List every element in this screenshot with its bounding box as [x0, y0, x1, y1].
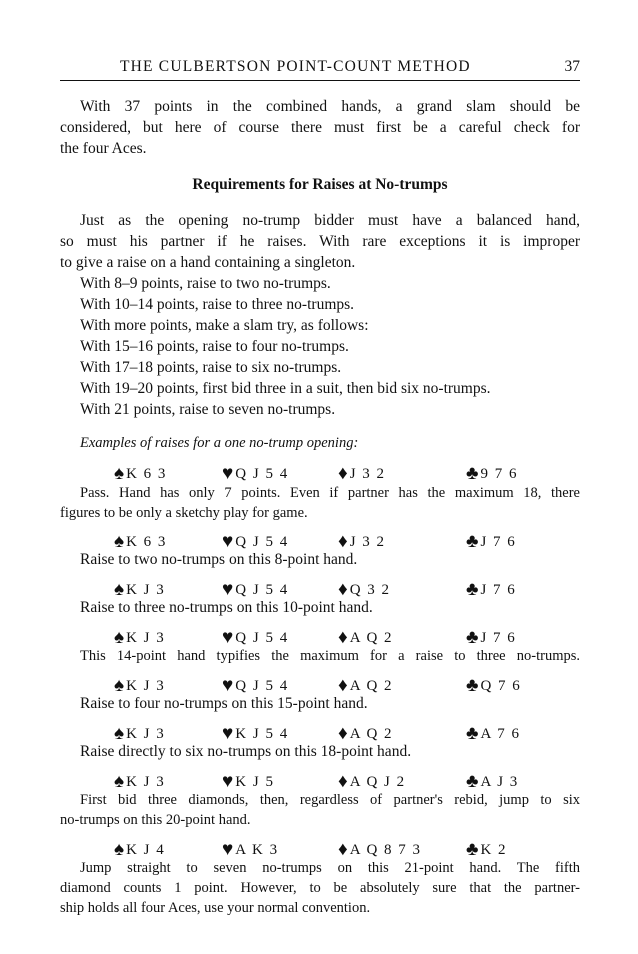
diamond-holding: ♦ J 3 2: [338, 531, 386, 552]
diamond-icon: ♦: [338, 627, 348, 648]
rule-line: With 17–18 points, raise to six no-trumps.: [80, 359, 342, 376]
heart-holding: ♥ A K 3: [222, 839, 279, 860]
hand-comment: Raise to two no-trumps on this 8-point hand.: [80, 551, 358, 568]
diamond-holding: ♦ Q 3 2: [338, 579, 391, 600]
diamond-icon: ♦: [338, 771, 348, 792]
hand-diagram: [0, 674, 638, 694]
diamond-icon: ♦: [338, 579, 348, 600]
hand-diagram: [0, 770, 638, 790]
spade-holding: ♠ K J 3: [114, 771, 166, 792]
club-holding: ♣ Q 7 6: [466, 675, 522, 696]
heart-icon: ♥: [222, 627, 234, 648]
club-icon: ♣: [466, 675, 479, 696]
club-holding: ♣ A 7 6: [466, 723, 521, 744]
heart-holding: ♥ Q J 5 4: [222, 627, 289, 648]
spade-icon: ♠: [114, 531, 125, 552]
heart-icon: ♥: [222, 839, 234, 860]
text-line: With 37 points in the combined hands, a grand slam should be: [80, 98, 580, 115]
running-title: THE CULBERTSON POINT-COUNT METHOD: [120, 58, 471, 75]
heart-holding: ♥ Q J 5 4: [222, 675, 289, 696]
heart-icon: ♥: [222, 531, 234, 552]
hand-comment: ship holds all four Aces, use your normal convention.: [60, 900, 371, 916]
heart-holding: ♥ Q J 5 4: [222, 463, 289, 484]
club-holding: ♣ 9 7 6: [466, 463, 518, 484]
spade-icon: ♠: [114, 771, 125, 792]
heart-icon: ♥: [222, 771, 234, 792]
text-line: to give a raise on a hand containing a singleton.: [60, 254, 356, 271]
spade-holding: ♠ K J 3: [114, 627, 166, 648]
running-header: [60, 56, 580, 81]
rule-line: With 8–9 points, raise to two no-trumps.: [80, 275, 331, 292]
section-heading: Requirements for Raises at No-trumps: [192, 176, 448, 193]
heart-holding: ♥ Q J 5 4: [222, 531, 289, 552]
hand-diagram: [0, 722, 638, 742]
spade-holding: ♠ K J 3: [114, 579, 166, 600]
hand-comment: First bid three diamonds, then, regardless of partner's rebid, jump to six: [80, 792, 580, 808]
rule-line: With 10–14 points, raise to three no-trumps.: [80, 296, 355, 313]
diamond-holding: ♦ A Q 2: [338, 627, 394, 648]
diamond-holding: ♦ A Q 2: [338, 723, 394, 744]
club-icon: ♣: [466, 723, 479, 744]
hand-comment: Raise directly to six no-trumps on this 18-point hand.: [80, 743, 412, 760]
hand-diagram: [0, 578, 638, 598]
diamond-holding: ♦ A Q 2: [338, 675, 394, 696]
rule-line: With 21 points, raise to seven no-trumps.: [80, 401, 336, 418]
diamond-holding: ♦ J 3 2: [338, 463, 386, 484]
club-icon: ♣: [466, 531, 479, 552]
spade-holding: ♠ K 6 3: [114, 463, 167, 484]
hand-diagram: [0, 530, 638, 550]
heart-holding: ♥ Q J 5 4: [222, 579, 289, 600]
spade-icon: ♠: [114, 463, 125, 484]
club-holding: ♣ A J 3: [466, 771, 519, 792]
hand-comment: Pass. Hand has only 7 points. Even if partner has the maximum 18, there: [80, 485, 580, 501]
spade-holding: ♠ K J 3: [114, 675, 166, 696]
spade-icon: ♠: [114, 675, 125, 696]
hand-comment: Raise to four no-trumps on this 15-point hand.: [80, 695, 368, 712]
hand-comment: diamond counts 1 point. However, to be absolutely sure that the partner-: [60, 880, 580, 896]
heart-icon: ♥: [222, 723, 234, 744]
hand-diagram: [0, 838, 638, 858]
spade-holding: ♠ K J 4: [114, 839, 166, 860]
heart-holding: ♥ K J 5 4: [222, 723, 289, 744]
spade-holding: ♠ K J 3: [114, 723, 166, 744]
rule-line: With 15–16 points, raise to four no-trumps.: [80, 338, 349, 355]
hand-comment: no-trumps on this 20-point hand.: [60, 812, 251, 828]
text-line: Just as the opening no-trump bidder must have a balanced hand,: [80, 212, 580, 229]
club-icon: ♣: [466, 579, 479, 600]
diamond-holding: ♦ A Q J 2: [338, 771, 406, 792]
club-holding: ♣ K 2: [466, 839, 508, 860]
club-icon: ♣: [466, 839, 479, 860]
club-holding: ♣ J 7 6: [466, 531, 517, 552]
text-line: so must his partner if he raises. With rare exceptions it is improper: [60, 233, 580, 250]
club-icon: ♣: [466, 771, 479, 792]
spade-icon: ♠: [114, 627, 125, 648]
club-holding: ♣ J 7 6: [466, 579, 517, 600]
spade-holding: ♠ K 6 3: [114, 531, 167, 552]
rule-line: With more points, make a slam try, as follows:: [80, 317, 369, 334]
examples-caption: Examples of raises for a one no-trump opening:: [80, 435, 359, 451]
diamond-holding: ♦ A Q 8 7 3: [338, 839, 422, 860]
hand-comment: This 14-point hand typifies the maximum for a raise to three no-trumps.: [80, 648, 580, 664]
spade-icon: ♠: [114, 839, 125, 860]
club-icon: ♣: [466, 463, 479, 484]
hand-diagram: [0, 462, 638, 482]
heart-icon: ♥: [222, 579, 234, 600]
diamond-icon: ♦: [338, 839, 348, 860]
diamond-icon: ♦: [338, 463, 348, 484]
diamond-icon: ♦: [338, 723, 348, 744]
diamond-icon: ♦: [338, 675, 348, 696]
spade-icon: ♠: [114, 723, 125, 744]
hand-comment: Raise to three no-trumps on this 10-point hand.: [80, 599, 373, 616]
hand-diagram: [0, 626, 638, 646]
text-line: the four Aces.: [60, 140, 147, 157]
club-icon: ♣: [466, 627, 479, 648]
hand-comment: figures to be only a sketchy play for game.: [60, 505, 308, 521]
rule-line: With 19–20 points, first bid three in a suit, then bid six no-trumps.: [80, 380, 491, 397]
hand-comment: Jump straight to seven no-trumps on this 21-point hand. The fifth: [80, 860, 580, 876]
heart-icon: ♥: [222, 675, 234, 696]
page-number: 37: [564, 58, 580, 75]
heart-holding: ♥ K J 5: [222, 771, 275, 792]
text-line: considered, but here of course there must first be a careful check for: [60, 119, 580, 136]
diamond-icon: ♦: [338, 531, 348, 552]
club-holding: ♣ J 7 6: [466, 627, 517, 648]
spade-icon: ♠: [114, 579, 125, 600]
heart-icon: ♥: [222, 463, 234, 484]
